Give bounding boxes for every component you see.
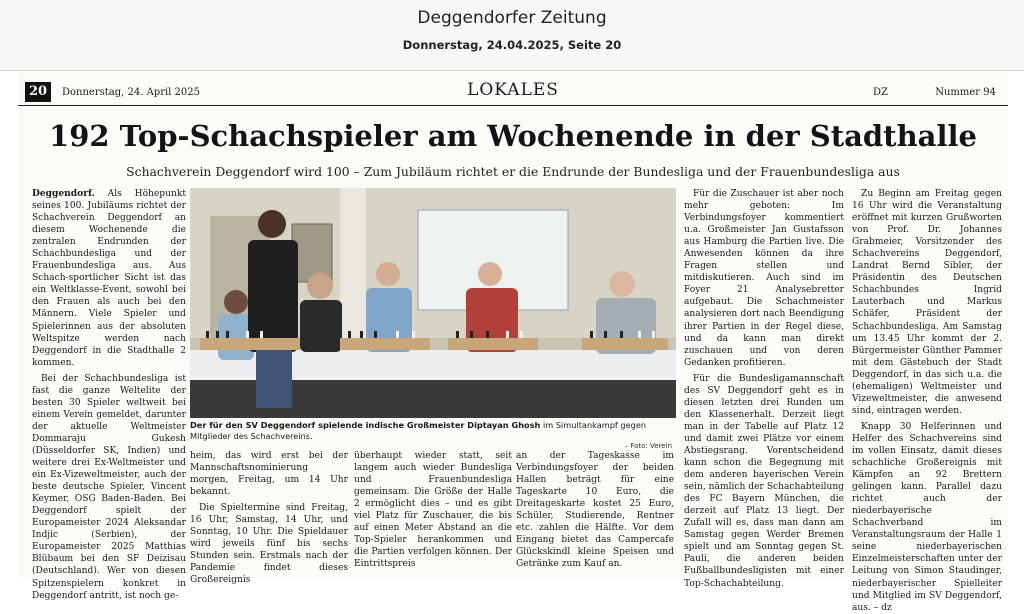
caption-highlight: Der für den SV Deggendorf spielende indische Großmeister Diptayan Ghosh	[190, 420, 541, 430]
paragraph: Für die Zuschauer ist aber noch mehr geboten: Im Verbindungsfoyer kommentiert u.a. Großmeister Jan Gustafsson aus Hamburg die Partien live. Die Anwesenden können da ihre Fragen stellen und mitdiskutieren. Auch sind im Foyer 21 Analysebretter aufgebaut. Die Schachmeister analysieren dort nach Beendigung ihrer Partien in der Regel diese, und da kann man direkt zuschauen und von deren Gedanken profitieren.	[684, 189, 844, 368]
photo-caption	[190, 420, 674, 448]
article-photo[interactable]	[190, 188, 676, 418]
paragraph: Bei der Schachbundesliga ist fast die ganze Weltelite der besten 30 Spieler weltweit bei einem Verein gemeldet, darunter der aktuelle Weltmeister Dommaraju Gukesh (Düsseldorfer SK, Indien) und weitere drei Ex-Weltmeister und ein Ex-Vizeweltmeister, auch der beste deutsche Spieler, Vincent Keymer, OSG Baden-Baden. Bei Deggendorf spielt der Europameister 2024 Aleksandar Indjic (Serbien), der Europameister 2025 Matthias Blübaum bei den SF Deizisau (Deutschland). Wer von diesen Spitzenspielern konkret in Deggendorf antritt, ist noch ge-	[32, 373, 186, 601]
paragraph: Die Spieltermine sind Freitag, 16 Uhr, Samstag, 14 Uhr, und Sonntag, 10 Uhr. Die Spieldauer wird jeweils fünf bis sechs Stunden sein. Erstmals nach der Pandemie findet dieses Großereignis	[190, 503, 348, 586]
paragraph: überhaupt wieder statt, seit langem auch wieder Bundesliga und Frauenbundesliga gemeinsam. Die Größe der Halle 2 ermöglicht dies – und es gibt viel Platz für Zuschauer, die bis auf einen Meter Abstand an die Top-Spieler herankommen und die Partien verfolgen können. Der Eintrittspreis	[354, 451, 512, 570]
dateline: Deggendorf.	[32, 188, 95, 199]
section-title: LOKALES	[467, 80, 559, 100]
article-column-4	[516, 450, 674, 578]
paragraph: heim, das wird erst bei der Mannschaftsnominierung morgen, Freitag, um 14 Uhr bekannt.	[190, 451, 348, 498]
paragraph: Zu Beginn am Freitag gegen 16 Uhr wird die Veranstaltung eröffnet mit kurzen Grußworten von Prof. Dr. Johannes Grabmeier, Vorsitzender des Schachvereins Deggendorf, Landrat Bernd Sibler, der Präsidentin des Deutschen Schachbundes Ingrid Lauterbach und Markus Schäfer, Präsident der Schachbundesliga. Am Samstag um 13.45 Uhr kommt der 2. Bürgermeister Günther Pammer mit dem Gästebuch der Stadt Deggendorf, in das sich u.a. die (ehemaligen) Weltmeister und Vizeweltmeister, die anwesend sind, eintragen werden.	[852, 189, 1002, 416]
paragraph: an der Tageskasse im Verbindungsfoyer der beiden Hallen beträgt für eine Tageskarte 10 Euro, die Dreitageskarte kostet 25 Euro, Schüler, Studierende, Rentner etc. zahlen die Hälfte. Vor dem Eingang bietet das Campercafe Glückskindl kleine Speisen und Getränke zum Kauf an.	[516, 451, 674, 570]
article-column-2	[190, 450, 348, 586]
issue-number: Nummer 94	[935, 87, 996, 98]
caption-text: im Simultankampf gegen Mitglieder des Schachvereins.	[190, 420, 647, 441]
photo-credit: – Foto: Verein	[624, 442, 672, 450]
paragraph: Für die Bundesligamannschaft des SV Deggendorf geht es in diesen letzten drei Runden um den Klassenerhalt. Derzeit liegt man in der Tabelle auf Platz 12 und damit zwei Plätze vor einem Abstiegsrang. Vorentscheidend kann schon die Begegnung mit dem anderen bayerischen Verein sein, nämlich der Schachabteilung des FC Bayern München, die derzeit auf Platz 13 liegt. Der Zufall will es, dass man dann am Samstag gegen Werder Bremen spielt und am Sonntag gegen St. Pauli, die anderen beiden Fußballbundesligisten mit einer Top-Schachabteilung.	[684, 373, 844, 589]
page-runner	[18, 79, 1008, 106]
publication-title: Deggendorfer Zeitung	[417, 8, 607, 28]
article-column-6	[852, 188, 1002, 613]
paragraph: Knapp 30 Helferinnen und Helfer des Schachvereins sind im vollen Einsatz, damit dieses schachliche Großereignis mit Kämpfen an 92 Brettern gelingen kann. Parallel dazu richtet auch der niederbayerische Schachverband im Veranstaltungsraum der Halle 1 seine niederbayerischen Einzelmeisterschaften unter der Leitung von Simon Staudinger, niederbayerischer Spielleiter und Mitglied im SV Deggendorf, aus. – dz	[852, 421, 1002, 613]
article-column-5	[684, 188, 844, 589]
runner-date: Donnerstag, 24. April 2025	[62, 87, 200, 98]
article-subheadline: Schachverein Deggendorf wird 100 – Zum Jubiläum richtet er die Endrunde der Bundesliga und der Frauenbundesliga aus	[126, 164, 900, 179]
paper-code: DZ	[873, 87, 888, 98]
photo-chess-simultaneous	[190, 188, 676, 418]
page-number: 20	[25, 82, 51, 102]
paragraph	[32, 188, 186, 369]
article-headline: 192 Top-Schachspieler am Wochenende in der Stadthalle	[49, 119, 977, 153]
article-column-1	[32, 188, 186, 601]
paragraph-text: Als Höhepunkt seines 100. Jubiläums richtet der Schachverein Deggendorf an diesem Wochenende die zentralen Endrunden der Schachbundesliga und der Frauenbundesliga aus. Aus Schach-sportlicher Sicht ist das ein Weltklasse-Event, sowohl bei den Frauen als auch bei den Männern. Viele Spieler und Spielerinnen aus der absoluten Weltspitze werden nach Deggendorf in die Stadthalle 2 kommen.	[32, 189, 186, 368]
edition-date: Donnerstag, 24.04.2025, Seite 20	[402, 38, 622, 52]
article-column-3	[354, 450, 512, 578]
app-header	[0, 0, 1024, 71]
newspaper-page[interactable]	[18, 72, 1008, 613]
